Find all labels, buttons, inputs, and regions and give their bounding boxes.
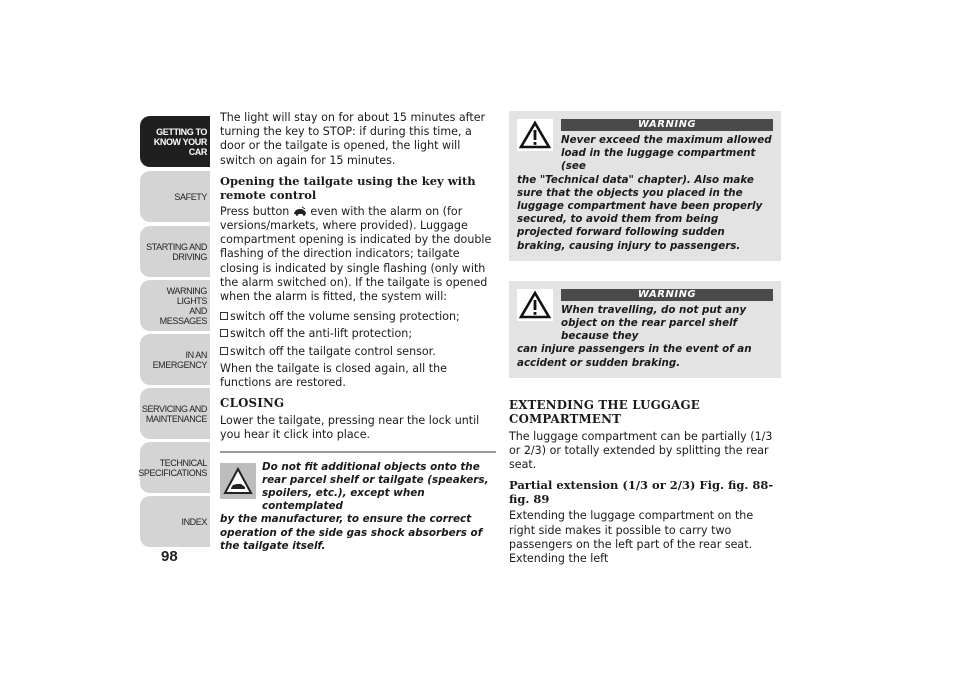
warning-text: can injure passengers in the event of an accident or sudden braking. — [517, 343, 752, 369]
list-item: switch off the volume sensing protection; — [220, 310, 496, 324]
right-column — [509, 111, 781, 572]
warning-box — [509, 281, 781, 378]
tab-label: SERVICING AND MAINTENANCE — [141, 403, 207, 424]
warning-title: WARNING — [561, 289, 773, 301]
tab-technical-specifications[interactable] — [140, 442, 210, 493]
list-item: switch off the anti-lift protection; — [220, 327, 496, 341]
tab-index[interactable] — [140, 496, 210, 547]
tab-in-an-emergency[interactable] — [140, 334, 210, 385]
checkbox-bullet-icon — [220, 312, 228, 320]
tab-starting-and-driving[interactable] — [140, 226, 210, 277]
tab-warning-lights[interactable] — [140, 280, 210, 331]
warning-text: the "Technical data" chapter). Also make sure that the objects you placed in the luggage compartment have been properly secured, to avoid them from being projected forward following sudden braking, causing injury to passengers. — [517, 173, 763, 252]
tab-getting-to-know-your-car[interactable] — [140, 116, 210, 167]
warning-lead: Never exceed the maximum allowed load in the luggage compartment (see — [561, 134, 772, 173]
tab-label: STARTING AND DRIVING — [146, 241, 207, 262]
tab-label: TECHNICAL SPECIFICATIONS — [138, 457, 207, 478]
car-trunk-key-icon — [293, 206, 307, 216]
paragraph: When the tailgate is closed again, all the functions are restored. — [220, 361, 447, 390]
checkbox-bullet-icon — [220, 329, 228, 337]
section-heading: Partial extension (1/3 or 2/3) Fig. fig. 88- fig. 89 — [509, 478, 774, 507]
page-number: 98 — [161, 548, 178, 565]
section-heading: Opening the tailgate using the key with remote control — [220, 173, 476, 202]
tab-servicing-and-maintenance[interactable] — [140, 388, 210, 439]
section-heading: CLOSING — [220, 396, 285, 411]
tab-label: SAFETY — [174, 191, 207, 202]
paragraph: Lower the tailgate, pressing near the lock until you hear it click into place. — [220, 414, 480, 442]
tab-label: IN AN EMERGENCY — [152, 349, 207, 370]
caution-note — [220, 451, 496, 553]
left-column — [220, 111, 496, 553]
paragraph: Extending the luggage compartment on the right side makes it possible to carry two passengers on the left part of the rear seat. Extending the left — [509, 509, 754, 566]
tab-label: INDEX — [181, 516, 207, 527]
tab-safety[interactable] — [140, 171, 210, 222]
section-heading: EXTENDING THE LUGGAGE COMPARTMENT — [509, 397, 700, 426]
tab-label: GETTING TO KNOW YOUR CAR — [153, 126, 207, 157]
paragraph: The luggage compartment can be partially (1/3 or 2/3) or totally extended by splitting the rear seat. — [509, 429, 773, 472]
paragraph: Press button even with the alarm on (for versions/markets, where provided). Luggage compartment opening is indicated by the double flashing of the direction indicators; tailgate closing is indicated by single flashing (only with the alarm switched on). If the tailgate is opened when the alarm is fitted, the system will: — [220, 204, 492, 304]
list-item: switch off the tailgate control sensor. — [220, 345, 496, 359]
car-caution-icon — [220, 463, 256, 499]
note-text: by the manufacturer, to ensure the correct operation of the side gas shock absorbers of the tailgate itself. — [220, 513, 483, 552]
warning-triangle-icon — [517, 289, 553, 321]
checkbox-bullet-icon — [220, 347, 228, 355]
tab-label: WARNING LIGHTS AND MESSAGES — [159, 285, 207, 326]
paragraph: The light will stay on for about 15 minutes after turning the key to STOP: if during this time, a door or the tailgate is opened, the light will switch on again for 15 minutes. — [220, 111, 486, 167]
warning-lead: When travelling, do not put any object on the rear parcel shelf because they — [561, 303, 747, 343]
warning-title: WARNING — [561, 119, 773, 131]
warning-box — [509, 111, 781, 261]
note-lead: Do not fit additional objects onto the rear parcel shelf or tailgate (speakers, spoilers, etc.), except when contemplated — [262, 460, 489, 513]
warning-triangle-icon — [517, 119, 553, 151]
